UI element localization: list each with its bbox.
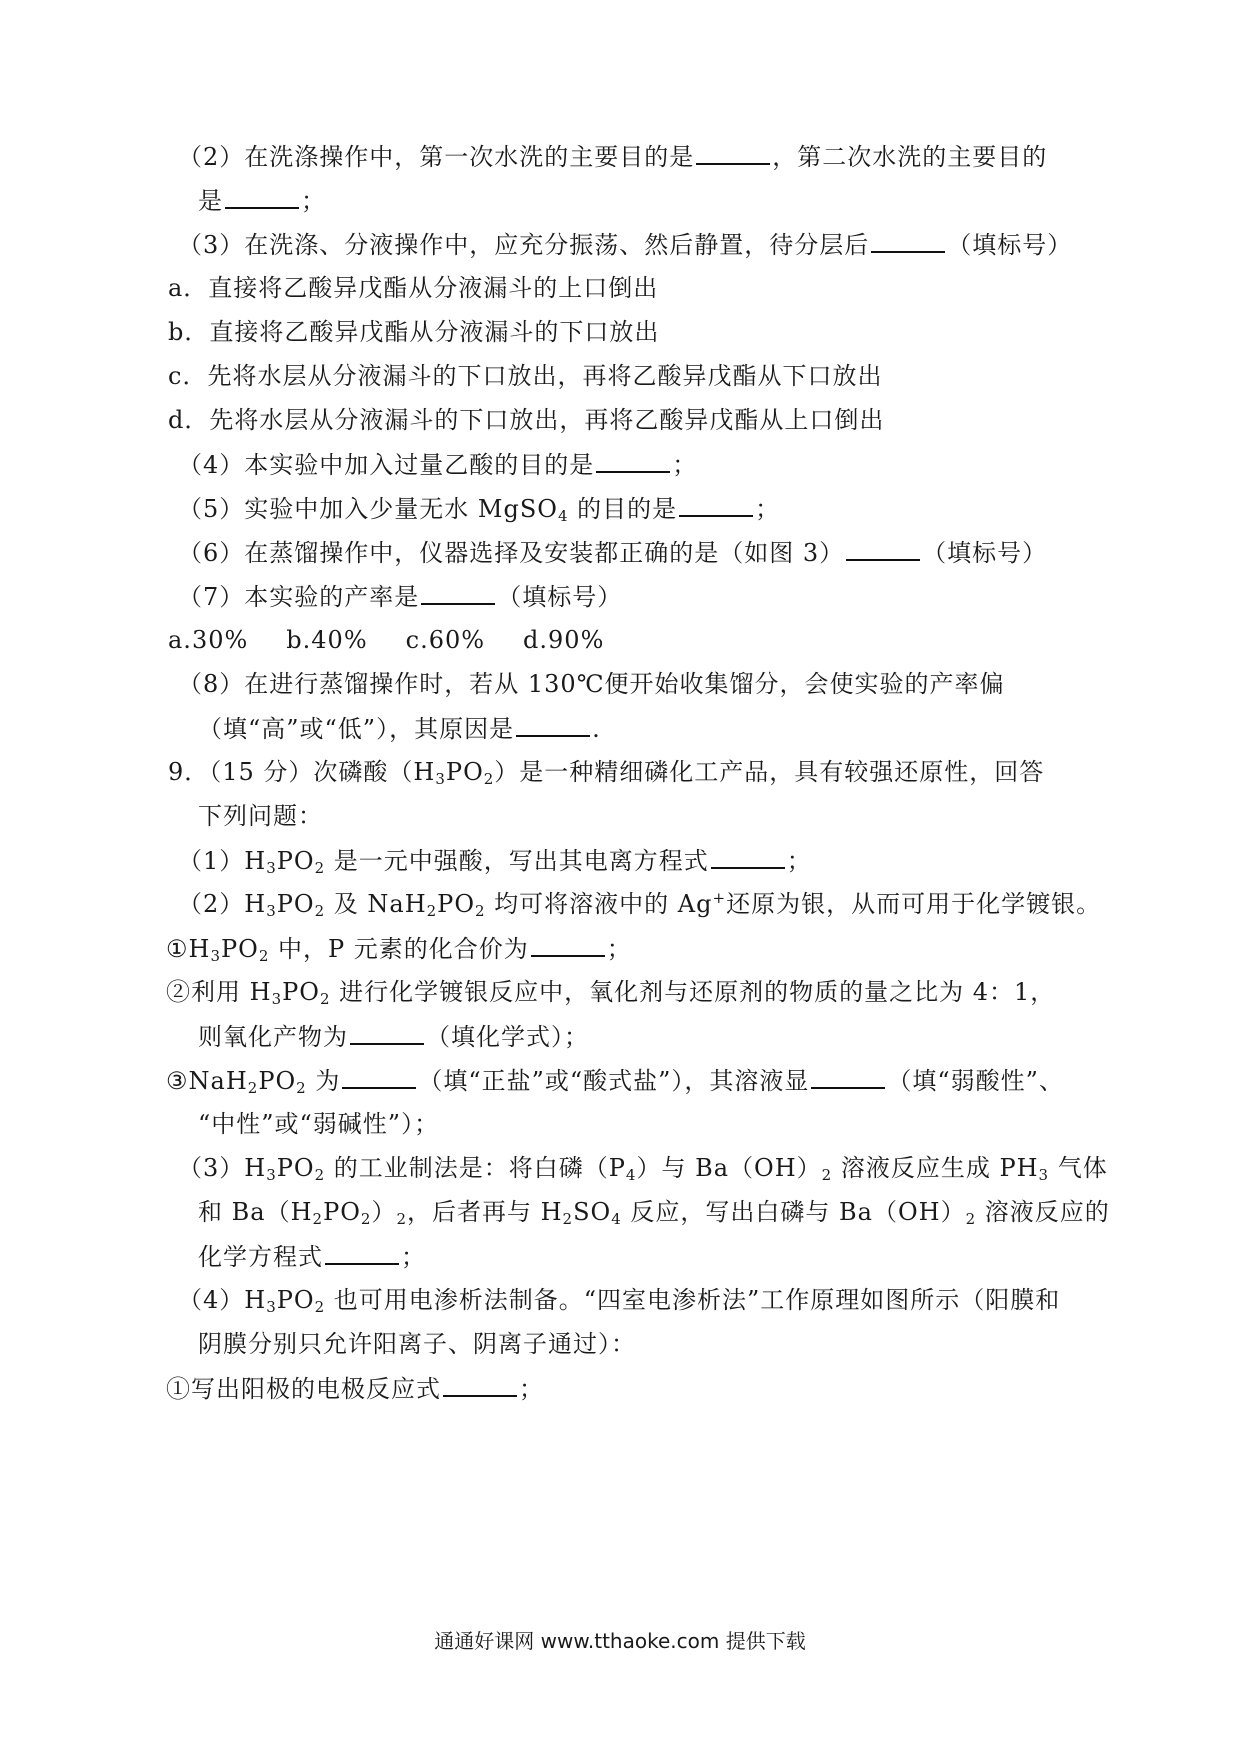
q9-p3-text: （3）H: [178, 1154, 267, 1182]
q9-p3-text-e: 溶液反应生成 PH: [832, 1154, 1039, 1182]
answer-blank[interactable]: [443, 1373, 517, 1397]
q9-c3-text-c: 为: [306, 1067, 341, 1095]
subscript: 2: [396, 1210, 407, 1228]
q9-p3-text-b: PO: [276, 1154, 315, 1182]
q9-p3-text-c: 的工业制法是：将白磷（P: [325, 1154, 626, 1182]
subscript: 3: [1038, 1166, 1050, 1184]
subscript: 2: [483, 770, 495, 788]
q9-head-text-c: ）是一种精细磷化工产品，具有较强还原性，回答: [494, 758, 1045, 786]
q8-option-a: a．直接将乙酸异戊酯从分液漏斗的上口倒出: [168, 274, 659, 302]
q9-p2-text-d: PO: [437, 890, 475, 918]
q9-p4-text-f: ；: [519, 1375, 544, 1403]
q9-c2-text-d: 则氧化产物为: [198, 1023, 348, 1051]
subscript: 3: [266, 902, 277, 920]
q9-part1-line: [178, 845, 812, 876]
subscript: 3: [266, 859, 277, 877]
superscript: +: [712, 889, 727, 907]
q8-part7-line: [178, 581, 622, 612]
q8-option-c: c．先将水层从分液漏斗的下口放出，再将乙酸异戊酯从下口放出: [168, 362, 883, 390]
subscript: 2: [360, 1210, 372, 1228]
subscript: 3: [266, 1298, 277, 1316]
q9-p4-text: （4）H: [178, 1286, 267, 1314]
q9-part2-line: [178, 889, 1101, 919]
subscript: 2: [965, 1210, 977, 1228]
subscript: 2: [475, 902, 486, 920]
q8-option-b: b．直接将乙酸异戊酯从分液漏斗的下口放出: [168, 318, 660, 346]
answer-blank[interactable]: [350, 1021, 424, 1045]
q8-part5-text-c: ；: [755, 495, 781, 523]
q8-part6-line: [178, 537, 1047, 568]
subscript: 2: [312, 1210, 324, 1228]
q9-c3-text-e: （填“弱酸性”、: [887, 1067, 1064, 1095]
subscript: 2: [821, 1166, 833, 1184]
q9-p4-text-b: PO: [276, 1286, 315, 1314]
q9-circle3-line2: “中性”或“弱碱性”）；: [198, 1110, 440, 1138]
subscript: 2: [247, 1079, 259, 1097]
q9-p3-text-n: 化学方程式: [198, 1243, 323, 1271]
q9-p2-text-b: PO: [276, 890, 315, 918]
subscript: 2: [319, 990, 331, 1008]
q9-part4-line1: [178, 1285, 1060, 1315]
q9-circle1-line: [166, 933, 632, 964]
q9-c3-text-d: （填“正盐”或“酸式盐”），其溶液显: [418, 1067, 810, 1095]
subscript: 2: [314, 1166, 326, 1184]
answer-blank[interactable]: [225, 185, 299, 209]
q9-p3-text-j: ，后者再与 H: [406, 1198, 563, 1226]
q9-part3-line1: [178, 1153, 1108, 1183]
answer-blank[interactable]: [342, 1065, 416, 1089]
subscript: 2: [296, 1079, 307, 1097]
q8-part4-text: （4）本实验中加入过量乙酸的目的是: [178, 451, 595, 479]
q9-p3-text-m: 溶液反应的: [976, 1198, 1110, 1226]
subscript: 3: [435, 770, 446, 788]
q9-c2-text-e: （填化学式）；: [426, 1023, 589, 1051]
q9-p3-text-f: 气体: [1049, 1154, 1108, 1182]
q9-part3-line3: [198, 1241, 426, 1272]
answer-blank[interactable]: [696, 141, 770, 165]
q9-c2-text-b: PO: [282, 978, 320, 1006]
q8-part2-text-c: 是: [198, 187, 223, 215]
q9-p1-text: （1）H: [178, 847, 267, 875]
option-d: d.90%: [523, 626, 605, 654]
subscript: 4: [557, 507, 569, 525]
answer-blank[interactable]: [811, 1065, 885, 1089]
q8-part3-text: （3）在洗涤、分液操作中，应充分振荡、然后静置，待分层后: [178, 231, 870, 259]
answer-blank[interactable]: [325, 1241, 399, 1265]
answer-blank[interactable]: [421, 581, 495, 605]
answer-blank[interactable]: [516, 713, 590, 737]
q8-part2-text: （2）在洗涤操作中，第一次水洗的主要目的是: [178, 143, 695, 171]
q8-part3-line: [178, 229, 1072, 260]
answer-blank[interactable]: [711, 845, 785, 869]
q8-part5-line: [178, 493, 780, 524]
q9-c2-text-c: 进行化学镀银反应中，氧化剂与还原剂的物质的量之比为 4：1，: [330, 978, 1056, 1006]
q8-part4-line: [178, 449, 697, 480]
q8-part4-text-b: ；: [672, 451, 698, 479]
q9-p4-text-c: 也可用电渗析法制备。“四室电渗析法”工作原理如图所示（阳膜和: [325, 1286, 1061, 1314]
q8-part6-text: （6）在蒸馏操作中，仪器选择及安装都正确的是（如图 3）: [178, 539, 845, 567]
subscript: 2: [314, 902, 326, 920]
q8-part2-line2: [198, 185, 326, 216]
q9-circle3-line1: [166, 1065, 1064, 1096]
answer-blank[interactable]: [871, 229, 945, 253]
answer-blank[interactable]: [679, 493, 753, 517]
answer-blank[interactable]: [531, 933, 605, 957]
q9-c1-text: ①H: [166, 935, 211, 963]
q9-header-line1: [168, 757, 1044, 787]
subscript: 2: [426, 902, 438, 920]
q9-p1-text-c: 是一元中强酸，写出其电离方程式: [325, 847, 709, 875]
subscript: 2: [314, 859, 326, 877]
subscript: 4: [611, 1210, 622, 1228]
q9-p2-text-c: 及 NaH: [325, 890, 427, 918]
q8-part8-text-b: （填“高”或“低”），其原因是: [198, 715, 515, 743]
q9-c2-text: ②利用 H: [166, 978, 272, 1006]
subscript: 4: [625, 1166, 637, 1184]
subscript: 2: [258, 947, 270, 965]
q8-part8-line2: [198, 713, 601, 744]
q9-p2-text-e: 均可将溶液中的 Ag: [485, 890, 713, 918]
q8-part8-line1: （8）在进行蒸馏操作时，若从 130℃便开始收集馏分，会使实验的产率偏: [178, 670, 1005, 698]
q8-option-d: d．先将水层从分液漏斗的下口放出，再将乙酸异戊酯从上口倒出: [168, 406, 885, 434]
q9-head-text-b: PO: [445, 758, 484, 786]
q9-p3-text-o: ；: [401, 1243, 426, 1271]
q9-part4-line3: [166, 1373, 544, 1404]
q9-part4-line2: 阴膜分别只允许阳离子、阴离子通过）：: [198, 1330, 636, 1358]
q9-p3-text-d: ）与 Ba（OH）: [636, 1154, 822, 1182]
option-c: c.60%: [405, 626, 486, 654]
q8-part6-text-b: （填标号）: [922, 539, 1048, 567]
q8-part2-text-d: ；: [301, 187, 326, 215]
q9-p3-text-l: 反应，写出白磷与 Ba（OH）: [621, 1198, 966, 1226]
page-footer: 通通好课网 www.tthaoke.com 提供下载: [434, 1629, 806, 1653]
q9-p4-text-e: ①写出阳极的电极反应式: [166, 1375, 441, 1403]
subscript: 3: [210, 947, 221, 965]
q9-c1-text-b: PO: [221, 935, 259, 963]
q9-circle2-line1: [166, 977, 1055, 1007]
q9-head-text: 9．（15 分）次磷酸（H: [168, 758, 436, 786]
q9-p2-text-f: 还原为银，从而可用于化学镀银。: [726, 890, 1102, 918]
q9-p3-text-g: 和 Ba（H: [198, 1198, 313, 1226]
q9-p3-text-i: ）: [371, 1198, 397, 1226]
q9-p3-text-h: PO: [323, 1198, 361, 1226]
q8-part8-text-c: .: [592, 715, 601, 743]
q8-part7-text: （7）本实验的产率是: [178, 583, 420, 611]
q9-c1-text-d: ；: [606, 935, 632, 963]
q8-part7-options: [168, 625, 642, 655]
q8-part3-text-b: （填标号）: [947, 231, 1073, 259]
answer-blank[interactable]: [846, 537, 920, 561]
q9-p1-text-b: PO: [276, 847, 315, 875]
q9-part3-line2: [198, 1197, 1110, 1227]
q8-part2-text-b: ，第二次水洗的主要目的: [772, 143, 1048, 171]
q8-part5-text: （5）实验中加入少量无水 MgSO: [178, 495, 558, 523]
subscript: 2: [562, 1210, 574, 1228]
q9-c1-text-c: 中，P 元素的化合价为: [269, 935, 529, 963]
subscript: 2: [314, 1298, 326, 1316]
q9-c3-text-b: PO: [258, 1067, 297, 1095]
subscript: 3: [266, 1166, 277, 1184]
option-b: b.40%: [286, 626, 368, 654]
q9-header-line2: 下列问题：: [198, 802, 323, 830]
option-a: a.30%: [168, 626, 249, 654]
q9-p1-text-d: ；: [786, 847, 812, 875]
q9-p3-text-k: SO: [573, 1198, 612, 1226]
q8-part2-line1: [178, 141, 1047, 172]
q9-circle2-line2: [198, 1021, 589, 1052]
q9-c3-text: ③NaH: [166, 1067, 248, 1095]
subscript: 3: [271, 990, 283, 1008]
answer-blank[interactable]: [596, 449, 670, 473]
q8-part7-text-b: （填标号）: [497, 583, 623, 611]
q8-part5-text-b: 的目的是: [568, 495, 678, 523]
q9-p2-text: （2）H: [178, 890, 267, 918]
